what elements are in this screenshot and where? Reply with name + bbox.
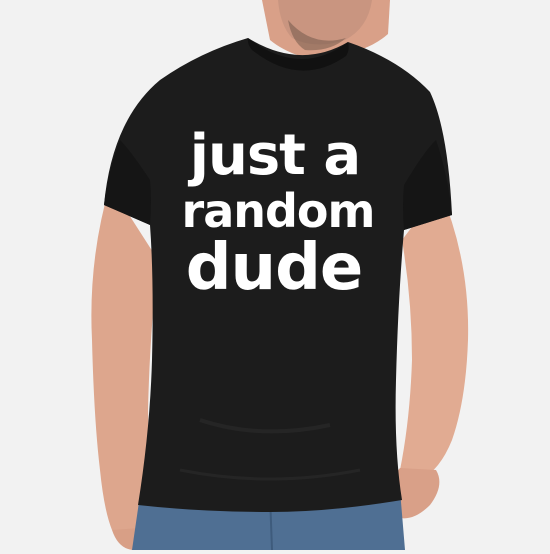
tshirt-print [178, 123, 378, 305]
print-line-1: just a [189, 123, 361, 188]
print-line-2: random [181, 184, 375, 238]
print-line-3: dude [185, 231, 363, 305]
